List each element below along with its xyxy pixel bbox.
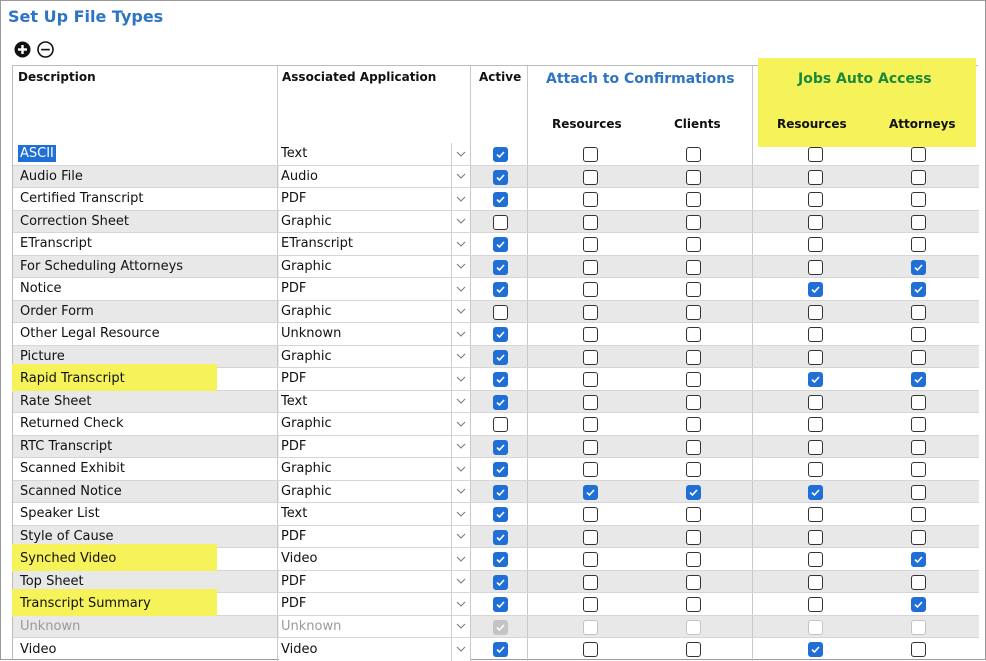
- jobs-resources-checkbox[interactable]: [808, 552, 823, 567]
- description-text: Scanned Notice: [20, 483, 122, 499]
- description-cell[interactable]: [18, 616, 276, 638]
- description-cell[interactable]: [18, 256, 276, 278]
- jobs-attorneys-checkbox[interactable]: [911, 485, 926, 500]
- active-checkbox[interactable]: [493, 575, 508, 590]
- application-value: PDF: [281, 438, 307, 454]
- conf-clients-checkbox[interactable]: [686, 147, 701, 162]
- jobs-resources-checkbox[interactable]: [808, 620, 823, 635]
- application-value: Graphic: [281, 483, 332, 499]
- application-value: PDF: [281, 281, 307, 297]
- jobs-resources-checkbox[interactable]: [808, 260, 823, 275]
- description-cell[interactable]: [18, 211, 276, 233]
- description-text: Order Form: [20, 303, 94, 319]
- description-cell[interactable]: [18, 143, 276, 165]
- active-checkbox[interactable]: [493, 485, 508, 500]
- chevron-down-icon[interactable]: [451, 638, 470, 661]
- application-value: PDF: [281, 573, 307, 589]
- conf-clients-checkbox[interactable]: [686, 350, 701, 365]
- col-jobs-resources[interactable]: Resources: [777, 117, 847, 131]
- jobs-attorneys-checkbox[interactable]: [911, 417, 926, 432]
- application-select[interactable]: [277, 346, 470, 368]
- description-cell[interactable]: [18, 638, 276, 661]
- description-text: Notice: [20, 281, 62, 297]
- application-value: Video: [281, 641, 318, 657]
- chevron-down-icon[interactable]: [451, 436, 470, 458]
- active-checkbox[interactable]: [493, 395, 508, 410]
- application-select[interactable]: [277, 503, 470, 525]
- conf-resources-checkbox[interactable]: [583, 260, 598, 275]
- active-checkbox[interactable]: [493, 192, 508, 207]
- active-checkbox[interactable]: [493, 530, 508, 545]
- description-cell[interactable]: [18, 548, 276, 570]
- active-checkbox[interactable]: [493, 147, 508, 162]
- active-checkbox[interactable]: [493, 237, 508, 252]
- application-value: PDF: [281, 528, 307, 544]
- col-associated-application[interactable]: Associated Application: [282, 70, 437, 84]
- application-value: Graphic: [281, 461, 332, 477]
- conf-resources-checkbox[interactable]: [583, 417, 598, 432]
- jobs-resources-checkbox[interactable]: [808, 215, 823, 230]
- table-row[interactable]: [13, 616, 979, 639]
- jobs-resources-checkbox[interactable]: [808, 462, 823, 477]
- active-checkbox[interactable]: [493, 305, 508, 320]
- chevron-down-icon[interactable]: [451, 548, 470, 570]
- jobs-attorneys-checkbox[interactable]: [911, 237, 926, 252]
- jobs-resources-checkbox[interactable]: [808, 305, 823, 320]
- conf-resources-checkbox[interactable]: [583, 507, 598, 522]
- application-select[interactable]: [277, 571, 470, 593]
- application-select[interactable]: [277, 143, 470, 165]
- description-cell[interactable]: [18, 413, 276, 435]
- description-text: Audio File: [20, 168, 83, 184]
- remove-row-button[interactable]: [37, 41, 54, 58]
- application-value: Unknown: [281, 618, 342, 634]
- conf-clients-checkbox[interactable]: [686, 462, 701, 477]
- chevron-down-icon[interactable]: [451, 616, 470, 638]
- active-checkbox[interactable]: [493, 552, 508, 567]
- jobs-attorneys-checkbox[interactable]: [911, 395, 926, 410]
- table-row[interactable]: [13, 481, 979, 504]
- application-value: Graphic: [281, 416, 332, 432]
- chevron-down-icon[interactable]: [451, 278, 470, 300]
- table-row[interactable]: [13, 211, 979, 234]
- conf-resources-checkbox[interactable]: [583, 485, 598, 500]
- application-value: Video: [281, 551, 318, 567]
- attach-to-confirmations-title: Attach to Confirmations: [546, 71, 735, 87]
- active-checkbox[interactable]: [493, 417, 508, 432]
- application-value: PDF: [281, 191, 307, 207]
- application-select[interactable]: [277, 638, 470, 661]
- active-checkbox[interactable]: [493, 642, 508, 657]
- active-checkbox[interactable]: [493, 507, 508, 522]
- conf-resources-checkbox[interactable]: [583, 305, 598, 320]
- application-value: Text: [281, 393, 308, 409]
- active-checkbox[interactable]: [493, 462, 508, 477]
- chevron-down-icon[interactable]: [451, 481, 470, 503]
- jobs-attorneys-checkbox[interactable]: [911, 552, 926, 567]
- conf-resources-checkbox[interactable]: [583, 282, 598, 297]
- chevron-down-icon[interactable]: [451, 413, 470, 435]
- jobs-attorneys-checkbox[interactable]: [911, 372, 926, 387]
- jobs-attorneys-checkbox[interactable]: [911, 575, 926, 590]
- description-text: Correction Sheet: [20, 213, 129, 229]
- jobs-resources-checkbox[interactable]: [808, 170, 823, 185]
- description-text: Transcript Summary: [20, 596, 151, 612]
- application-select[interactable]: [277, 391, 470, 413]
- jobs-resources-checkbox[interactable]: [808, 395, 823, 410]
- active-checkbox[interactable]: [493, 372, 508, 387]
- description-cell[interactable]: [18, 188, 276, 210]
- jobs-resources-checkbox[interactable]: [808, 327, 823, 342]
- conf-resources-checkbox[interactable]: [583, 350, 598, 365]
- description-cell[interactable]: [18, 301, 276, 323]
- conf-clients-checkbox[interactable]: [686, 327, 701, 342]
- jobs-attorneys-checkbox[interactable]: [911, 350, 926, 365]
- chevron-down-icon[interactable]: [451, 188, 470, 210]
- active-checkbox[interactable]: [493, 597, 508, 612]
- table-row[interactable]: [13, 188, 979, 211]
- table-row[interactable]: [13, 233, 979, 256]
- table-row[interactable]: [13, 143, 979, 166]
- active-checkbox[interactable]: [493, 260, 508, 275]
- minus-circle-icon: [37, 41, 54, 58]
- chevron-down-icon[interactable]: [451, 233, 470, 255]
- conf-resources-checkbox[interactable]: [583, 642, 598, 657]
- active-checkbox[interactable]: [493, 350, 508, 365]
- conf-clients-checkbox[interactable]: [686, 440, 701, 455]
- description-text: Picture: [20, 348, 65, 364]
- description-text: Returned Check: [20, 416, 124, 432]
- table-row[interactable]: [13, 593, 979, 616]
- application-select[interactable]: [277, 413, 470, 435]
- page-title: Set Up File Types: [8, 7, 164, 26]
- jobs-resources-checkbox[interactable]: [808, 485, 823, 500]
- col-jobs-attorneys[interactable]: Attorneys: [889, 117, 956, 131]
- chevron-down-icon[interactable]: [451, 368, 470, 390]
- description-text: Top Sheet: [20, 573, 84, 589]
- jobs-attorneys-checkbox[interactable]: [911, 462, 926, 477]
- table-row[interactable]: [13, 166, 979, 189]
- active-checkbox[interactable]: [493, 282, 508, 297]
- application-value: Text: [281, 506, 308, 522]
- table-row[interactable]: [13, 503, 979, 526]
- conf-clients-checkbox[interactable]: [686, 395, 701, 410]
- chevron-down-icon[interactable]: [451, 503, 470, 525]
- conf-resources-checkbox[interactable]: [583, 215, 598, 230]
- description-cell[interactable]: [18, 481, 276, 503]
- jobs-attorneys-checkbox[interactable]: [911, 440, 926, 455]
- application-select[interactable]: [277, 323, 470, 345]
- grid-rows: [13, 143, 979, 661]
- conf-clients-checkbox[interactable]: [686, 597, 701, 612]
- application-value: Graphic: [281, 303, 332, 319]
- conf-clients-checkbox[interactable]: [686, 417, 701, 432]
- description-cell[interactable]: [18, 278, 276, 300]
- jobs-attorneys-checkbox[interactable]: [911, 620, 926, 635]
- jobs-auto-access-title: Jobs Auto Access: [798, 71, 932, 87]
- conf-clients-checkbox[interactable]: [686, 282, 701, 297]
- jobs-resources-checkbox[interactable]: [808, 575, 823, 590]
- jobs-resources-checkbox[interactable]: [808, 372, 823, 387]
- conf-resources-checkbox[interactable]: [583, 530, 598, 545]
- application-select[interactable]: [277, 188, 470, 210]
- conf-resources-checkbox[interactable]: [583, 575, 598, 590]
- chevron-down-icon[interactable]: [451, 256, 470, 278]
- col-active[interactable]: Active: [479, 70, 522, 84]
- description-cell[interactable]: [18, 436, 276, 458]
- table-row[interactable]: [13, 391, 979, 414]
- active-checkbox[interactable]: [493, 215, 508, 230]
- col-conf-clients[interactable]: Clients: [674, 117, 721, 131]
- table-row[interactable]: [13, 638, 979, 661]
- jobs-resources-checkbox[interactable]: [808, 507, 823, 522]
- description-text: Certified Transcript: [20, 191, 144, 207]
- active-checkbox[interactable]: [493, 327, 508, 342]
- conf-resources-checkbox[interactable]: [583, 147, 598, 162]
- table-row[interactable]: [13, 368, 979, 391]
- conf-clients-checkbox[interactable]: [686, 260, 701, 275]
- application-select[interactable]: [277, 526, 470, 548]
- table-row[interactable]: [13, 323, 979, 346]
- jobs-attorneys-checkbox[interactable]: [911, 192, 926, 207]
- jobs-attorneys-checkbox[interactable]: [911, 147, 926, 162]
- application-value: PDF: [281, 371, 307, 387]
- conf-resources-checkbox[interactable]: [583, 372, 598, 387]
- chevron-down-icon[interactable]: [451, 323, 470, 345]
- jobs-attorneys-checkbox[interactable]: [911, 530, 926, 545]
- add-row-button[interactable]: [14, 41, 31, 58]
- conf-clients-checkbox[interactable]: [686, 530, 701, 545]
- jobs-attorneys-checkbox[interactable]: [911, 282, 926, 297]
- jobs-resources-checkbox[interactable]: [808, 597, 823, 612]
- description-text: Speaker List: [20, 506, 100, 522]
- jobs-resources-checkbox[interactable]: [808, 440, 823, 455]
- jobs-resources-checkbox[interactable]: [808, 192, 823, 207]
- application-value: Graphic: [281, 348, 332, 364]
- description-cell[interactable]: [18, 391, 276, 413]
- chevron-down-icon[interactable]: [451, 593, 470, 615]
- table-row[interactable]: [13, 458, 979, 481]
- application-select[interactable]: [277, 436, 470, 458]
- description-text: Video: [20, 641, 57, 657]
- description-cell[interactable]: [18, 458, 276, 480]
- jobs-attorneys-checkbox[interactable]: [911, 642, 926, 657]
- conf-clients-checkbox[interactable]: [686, 642, 701, 657]
- chevron-down-icon[interactable]: [451, 458, 470, 480]
- table-row[interactable]: [13, 436, 979, 459]
- application-select[interactable]: [277, 481, 470, 503]
- conf-clients-checkbox[interactable]: [686, 552, 701, 567]
- chevron-down-icon[interactable]: [451, 211, 470, 233]
- description-text: Scanned Exhibit: [20, 461, 125, 477]
- jobs-resources-checkbox[interactable]: [808, 642, 823, 657]
- application-select[interactable]: [277, 278, 470, 300]
- col-conf-resources[interactable]: Resources: [552, 117, 622, 131]
- chevron-down-icon[interactable]: [451, 166, 470, 188]
- description-text: Unknown: [20, 618, 81, 634]
- application-select[interactable]: [277, 616, 470, 638]
- conf-resources-checkbox[interactable]: [583, 192, 598, 207]
- table-row[interactable]: [13, 548, 979, 571]
- active-checkbox[interactable]: [493, 440, 508, 455]
- description-text: Rapid Transcript: [20, 371, 125, 387]
- jobs-attorneys-checkbox[interactable]: [911, 215, 926, 230]
- conf-clients-checkbox[interactable]: [686, 485, 701, 500]
- description-text: Style of Cause: [20, 528, 114, 544]
- jobs-attorneys-checkbox[interactable]: [911, 597, 926, 612]
- conf-resources-checkbox[interactable]: [583, 620, 598, 635]
- table-row[interactable]: [13, 256, 979, 279]
- conf-clients-checkbox[interactable]: [686, 620, 701, 635]
- application-select[interactable]: [277, 256, 470, 278]
- application-value: Graphic: [281, 258, 332, 274]
- active-checkbox[interactable]: [493, 620, 508, 635]
- conf-resources-checkbox[interactable]: [583, 440, 598, 455]
- col-description[interactable]: Description: [18, 70, 96, 84]
- jobs-resources-checkbox[interactable]: [808, 147, 823, 162]
- chevron-down-icon[interactable]: [451, 571, 470, 593]
- table-row[interactable]: [13, 413, 979, 436]
- application-value: Text: [281, 146, 308, 162]
- description-cell[interactable]: [18, 166, 276, 188]
- jobs-resources-checkbox[interactable]: [808, 417, 823, 432]
- jobs-attorneys-checkbox[interactable]: [911, 327, 926, 342]
- jobs-attorneys-checkbox[interactable]: [911, 507, 926, 522]
- application-select[interactable]: [277, 301, 470, 323]
- chevron-down-icon[interactable]: [451, 143, 470, 165]
- conf-clients-checkbox[interactable]: [686, 575, 701, 590]
- conf-resources-checkbox[interactable]: [583, 395, 598, 410]
- application-select[interactable]: [277, 233, 470, 255]
- conf-clients-checkbox[interactable]: [686, 215, 701, 230]
- application-select[interactable]: [277, 593, 470, 615]
- jobs-attorneys-checkbox[interactable]: [911, 170, 926, 185]
- table-row[interactable]: [13, 301, 979, 324]
- application-select[interactable]: [277, 211, 470, 233]
- file-types-grid: [12, 65, 978, 659]
- chevron-down-icon[interactable]: [451, 346, 470, 368]
- application-value: Unknown: [281, 326, 342, 342]
- application-select[interactable]: [277, 368, 470, 390]
- conf-resources-checkbox[interactable]: [583, 462, 598, 477]
- application-value: Audio: [281, 168, 318, 184]
- jobs-resources-checkbox[interactable]: [808, 530, 823, 545]
- application-select[interactable]: [277, 548, 470, 570]
- application-value: Graphic: [281, 213, 332, 229]
- jobs-resources-checkbox[interactable]: [808, 282, 823, 297]
- description-cell[interactable]: [18, 368, 276, 390]
- conf-clients-checkbox[interactable]: [686, 192, 701, 207]
- jobs-attorneys-checkbox[interactable]: [911, 305, 926, 320]
- conf-clients-checkbox[interactable]: [686, 305, 701, 320]
- jobs-attorneys-checkbox[interactable]: [911, 260, 926, 275]
- conf-clients-checkbox[interactable]: [686, 372, 701, 387]
- description-text: Rate Sheet: [20, 393, 92, 409]
- application-select[interactable]: [277, 166, 470, 188]
- description-text: Synched Video: [20, 551, 117, 567]
- jobs-resources-checkbox[interactable]: [808, 237, 823, 252]
- conf-resources-checkbox[interactable]: [583, 170, 598, 185]
- conf-clients-checkbox[interactable]: [686, 237, 701, 252]
- conf-resources-checkbox[interactable]: [583, 327, 598, 342]
- application-value: ETranscript: [281, 236, 354, 252]
- description-cell[interactable]: [18, 233, 276, 255]
- description-cell[interactable]: [18, 593, 276, 615]
- description-cell[interactable]: [18, 323, 276, 345]
- plus-circle-icon: [14, 41, 31, 58]
- chevron-down-icon[interactable]: [451, 301, 470, 323]
- description-text: ASCII: [20, 146, 54, 162]
- conf-resources-checkbox[interactable]: [583, 237, 598, 252]
- description-cell[interactable]: [18, 503, 276, 525]
- grid-header: [13, 66, 979, 143]
- description-text: Other Legal Resource: [20, 326, 160, 342]
- application-select[interactable]: [277, 458, 470, 480]
- description-text: For Scheduling Attorneys: [20, 258, 184, 274]
- jobs-resources-checkbox[interactable]: [808, 350, 823, 365]
- conf-resources-checkbox[interactable]: [583, 597, 598, 612]
- active-checkbox[interactable]: [493, 170, 508, 185]
- conf-resources-checkbox[interactable]: [583, 552, 598, 567]
- conf-clients-checkbox[interactable]: [686, 170, 701, 185]
- chevron-down-icon[interactable]: [451, 526, 470, 548]
- table-row[interactable]: [13, 278, 979, 301]
- application-value: PDF: [281, 596, 307, 612]
- description-text: RTC Transcript: [20, 438, 113, 454]
- description-text: ETranscript: [20, 236, 93, 252]
- chevron-down-icon[interactable]: [451, 391, 470, 413]
- conf-clients-checkbox[interactable]: [686, 507, 701, 522]
